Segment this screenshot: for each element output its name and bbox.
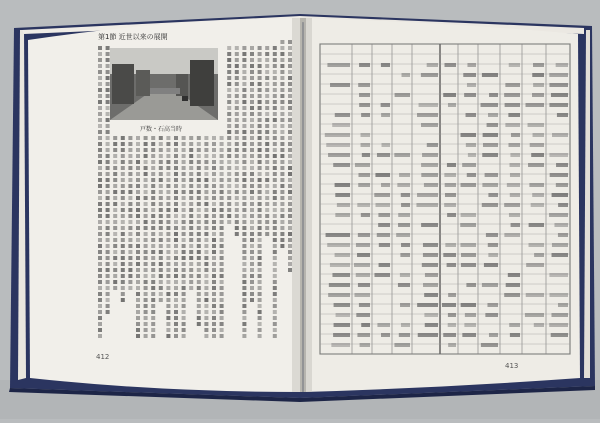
left-page-number: 412: [96, 353, 110, 361]
running-head: 第1節 近世以来の展開: [98, 33, 168, 41]
street-photo: [110, 48, 218, 120]
photo-caption: 戸数・石高当時: [140, 126, 183, 133]
right-page-number: 413: [505, 362, 519, 370]
